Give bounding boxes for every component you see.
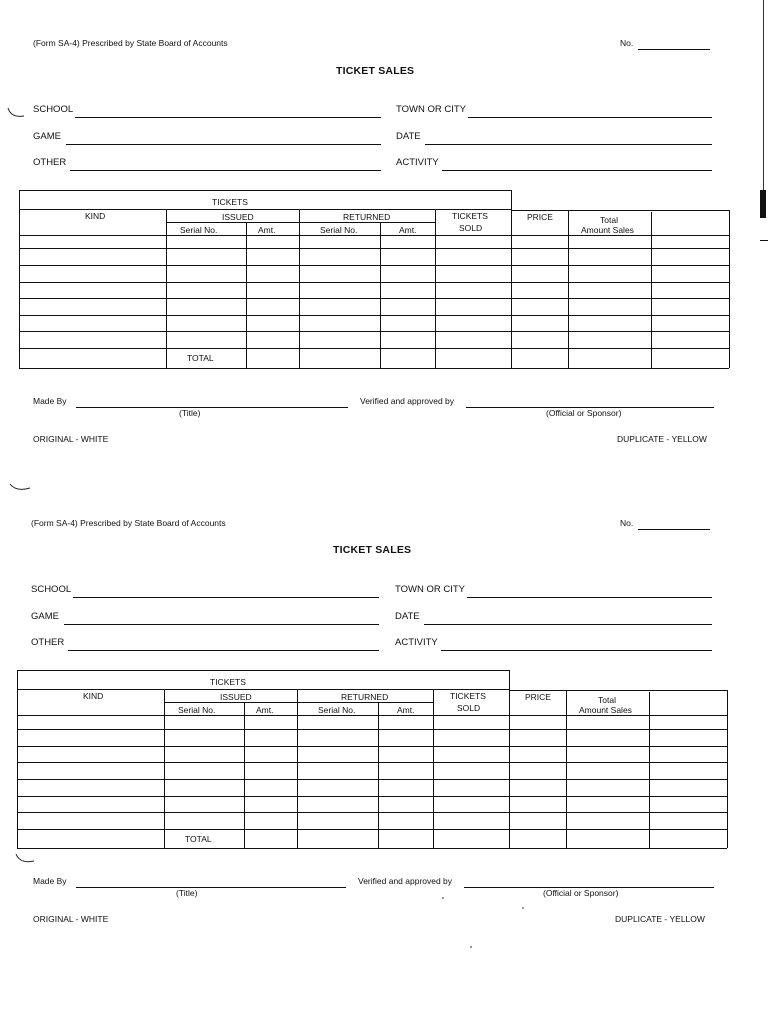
- verified-field[interactable]: [464, 869, 714, 888]
- verified-label: Verified and approved by: [360, 396, 455, 406]
- binder-hole-mark: [14, 852, 36, 866]
- game-label: GAME: [31, 611, 59, 622]
- activity-label: ACTIVITY: [396, 157, 439, 168]
- form-title: TICKET SALES: [336, 65, 415, 77]
- form-number-label: No.: [620, 518, 634, 528]
- form-header: (Form SA-4) Prescribed by State Board of Accounts: [33, 38, 228, 48]
- original-copy-label: ORIGINAL - WHITE: [33, 434, 109, 444]
- returned-serial-header: Serial No.: [318, 705, 356, 715]
- issued-amt-header: Amt.: [258, 225, 276, 235]
- returned-header: RETURNED: [341, 692, 389, 702]
- issued-amt-header: Amt.: [256, 705, 274, 715]
- school-field[interactable]: [73, 579, 379, 598]
- returned-amt-header: Amt.: [397, 705, 415, 715]
- table-row-kind-cell[interactable]: [20, 814, 162, 828]
- duplicate-copy-label: DUPLICATE - YELLOW: [615, 914, 705, 924]
- scan-edge-tick: [760, 240, 768, 241]
- table-row-kind-cell[interactable]: [20, 798, 162, 812]
- kind-header: KIND: [85, 211, 106, 221]
- form-number-field[interactable]: [638, 511, 710, 530]
- date-field[interactable]: [424, 606, 712, 625]
- scan-speck: [470, 946, 472, 948]
- duplicate-copy-label: DUPLICATE - YELLOW: [617, 434, 707, 444]
- scan-edge-mark: [760, 190, 766, 218]
- other-label: OTHER: [33, 157, 67, 168]
- table-row-kind-cell[interactable]: [20, 748, 162, 762]
- returned-amt-header: Amt.: [399, 225, 417, 235]
- returned-serial-header: Serial No.: [320, 225, 358, 235]
- table-row-kind-cell[interactable]: [20, 731, 162, 745]
- price-header: PRICE: [527, 212, 553, 222]
- issued-header: ISSUED: [220, 692, 252, 702]
- total-row-label: TOTAL: [187, 353, 214, 363]
- activity-label: ACTIVITY: [395, 637, 438, 648]
- official-caption: (Official or Sponsor): [546, 408, 622, 418]
- town-or-city-field[interactable]: [467, 579, 712, 598]
- game-field[interactable]: [64, 606, 379, 625]
- date-label: DATE: [396, 131, 421, 142]
- scan-speck: [522, 907, 524, 909]
- activity-field[interactable]: [441, 632, 712, 651]
- total-amount-header-line2: Amount Sales: [579, 705, 632, 715]
- returned-header: RETURNED: [343, 212, 391, 222]
- form-title: TICKET SALES: [333, 544, 412, 556]
- total-amount-header-line2: Amount Sales: [581, 225, 634, 235]
- game-label: GAME: [33, 131, 61, 142]
- tickets-header: TICKETS: [212, 197, 248, 207]
- title-caption: (Title): [176, 888, 198, 898]
- table-row-kind-cell[interactable]: [20, 764, 162, 778]
- issued-header: ISSUED: [222, 212, 254, 222]
- other-field[interactable]: [68, 632, 379, 651]
- binder-hole-mark: [6, 106, 26, 120]
- made-by-label: Made By: [33, 876, 67, 886]
- tickets-sold-header-line1: TICKETS: [452, 211, 488, 221]
- issued-serial-header: Serial No.: [180, 225, 218, 235]
- tickets-sold-header-line2: SOLD: [459, 223, 483, 233]
- scan-speck: [442, 897, 444, 899]
- tickets-sold-header-line2: SOLD: [457, 703, 481, 713]
- town-or-city-label: TOWN OR CITY: [395, 584, 466, 595]
- tickets-sold-header-line1: TICKETS: [450, 691, 486, 701]
- total-row-label: TOTAL: [185, 834, 212, 844]
- form-number-label: No.: [620, 38, 634, 48]
- school-label: SCHOOL: [31, 584, 72, 595]
- school-label: SCHOOL: [33, 104, 74, 115]
- verified-label: Verified and approved by: [358, 876, 453, 886]
- title-caption: (Title): [179, 408, 201, 418]
- total-amount-header-line1: Total: [600, 215, 618, 225]
- kind-header: KIND: [83, 691, 104, 701]
- tickets-header: TICKETS: [210, 677, 246, 687]
- total-amount-header-line1: Total: [598, 695, 616, 705]
- date-label: DATE: [395, 611, 420, 622]
- town-or-city-label: TOWN OR CITY: [396, 104, 467, 115]
- original-copy-label: ORIGINAL - WHITE: [33, 914, 109, 924]
- issued-serial-header: Serial No.: [178, 705, 216, 715]
- price-header: PRICE: [525, 692, 551, 702]
- other-label: OTHER: [31, 637, 65, 648]
- scan-edge-line: [763, 0, 765, 190]
- form-header: (Form SA-4) Prescribed by State Board of Accounts: [31, 518, 226, 528]
- table-row-kind-cell[interactable]: [20, 781, 162, 795]
- binder-hole-mark: [8, 482, 32, 494]
- made-by-label: Made By: [33, 396, 67, 406]
- official-caption: (Official or Sponsor): [543, 888, 619, 898]
- made-by-field[interactable]: [76, 869, 346, 888]
